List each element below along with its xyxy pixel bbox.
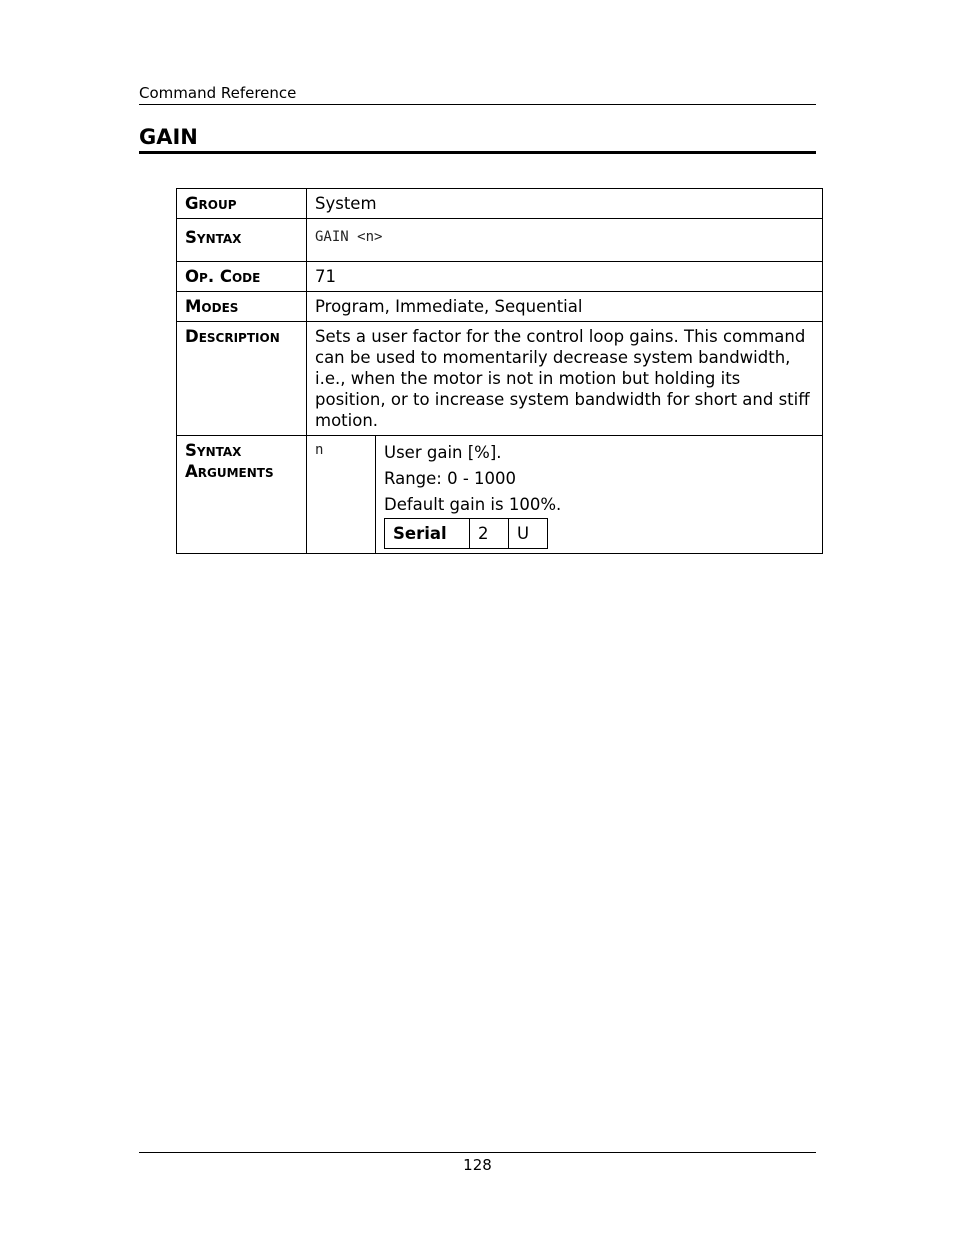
group-label: Group [177,189,307,219]
row-modes [177,292,823,322]
description-value: Sets a user factor for the control loop gains. This command can be used to momentarily decrease system bandwidth, i.e., when the motor is not in motion but holding its position, or to increase system bandwidth for short and stiff motion. [307,322,823,436]
description-label: Description [177,322,307,436]
syntax-arguments-label-line1: Syntax [185,441,242,460]
row-syntax-arguments [177,436,823,554]
row-group [177,189,823,219]
modes-label: Modes [177,292,307,322]
argument-format-table [384,518,548,549]
syntax-value: GAIN <n> [307,219,823,262]
opcode-label: Op. Code [177,262,307,292]
syntax-arguments-label [177,436,307,554]
group-value: System [307,189,823,219]
running-header: Command Reference [139,84,816,105]
syntax-arguments-label-line2: Arguments [185,462,274,481]
format-size: 2 [470,519,509,549]
row-syntax [177,219,823,262]
syntax-label: Syntax [177,219,307,262]
format-row [385,519,548,549]
argument-name: n [307,436,376,554]
command-title: GAIN [139,124,816,154]
page-number: 128 [463,1156,492,1174]
footer-rule [139,1152,816,1153]
argument-line-range: Range: 0 - 1000 [384,469,517,488]
command-table [176,188,823,554]
opcode-value: 71 [307,262,823,292]
row-opcode [177,262,823,292]
argument-line-unit: User gain [%]. [384,443,502,462]
row-description [177,322,823,436]
format-type: U [509,519,548,549]
argument-details [376,436,823,554]
format-interface: Serial [385,519,470,549]
modes-value: Program, Immediate, Sequential [307,292,823,322]
argument-line-default: Default gain is 100%. [384,495,562,514]
